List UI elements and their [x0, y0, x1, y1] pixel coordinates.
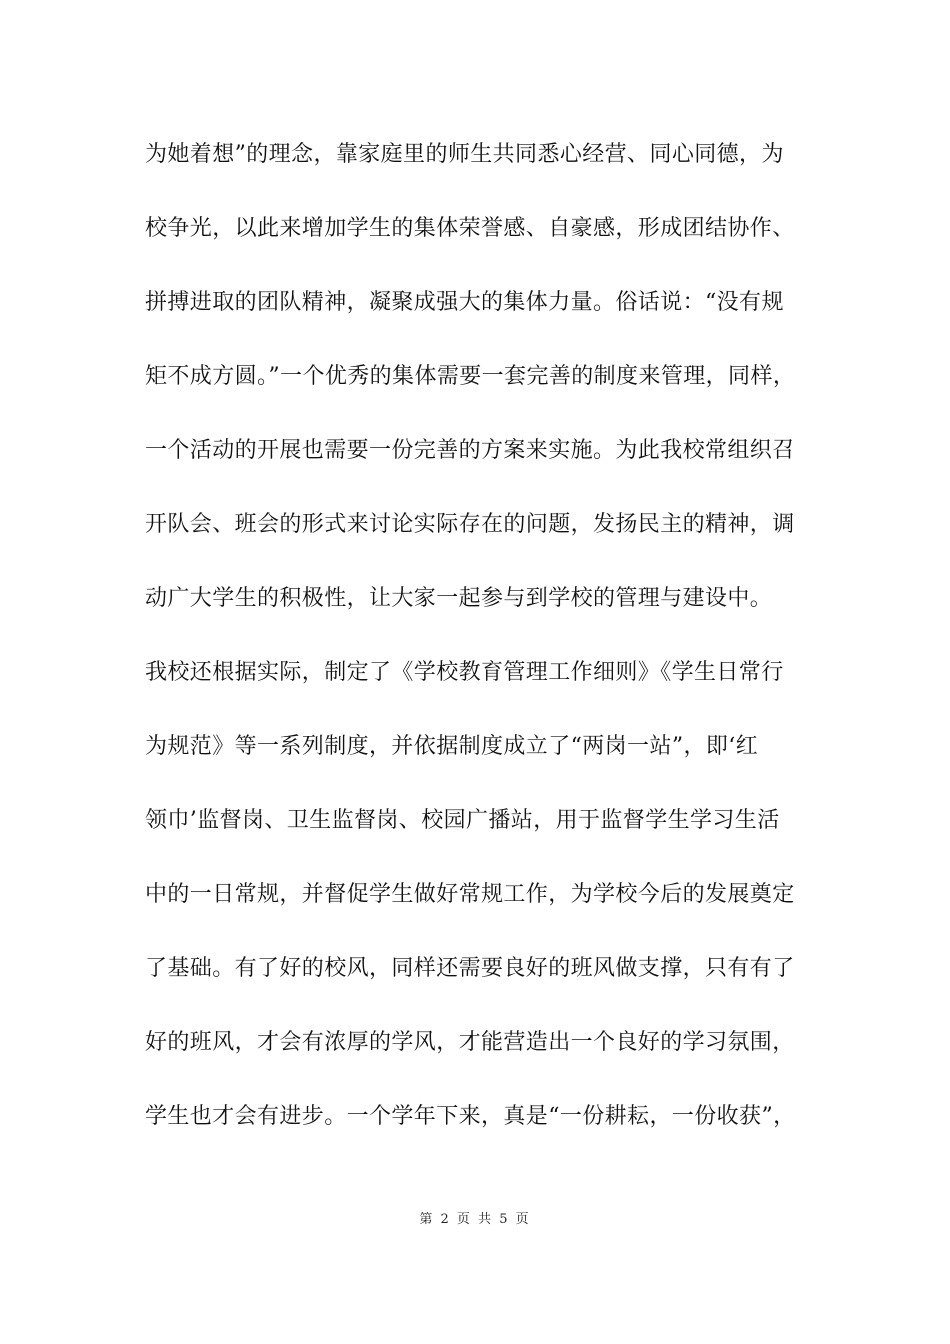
- text-line-2: 校争光，以此来增加学生的集体荣誉感、自豪感，形成团结协作、: [145, 216, 795, 241]
- body-text: [145, 132, 845, 1168]
- text-line-11: 中的一日常规，并督促学生做好常规工作，为学校今后的发展奠定: [145, 882, 795, 907]
- text-line-1: 为她着想”的理念，靠家庭里的师生共同悉心经营、同心同德，为: [145, 142, 784, 167]
- text-line-10: 领巾’监督岗、卫生监督岗、校园广播站，用于监督学生学习生活: [145, 808, 780, 833]
- text-line-13: 好的班风，才会有浓厚的学风，才能营造出一个良好的学习氛围，: [145, 1030, 795, 1055]
- text-line-4: 矩不成方圆。”一个优秀的集体需要一套完善的制度来管理，同样，: [145, 364, 796, 389]
- text-line-8: 我校还根据实际，制定了《学校教育管理工作细则》《学生日常行: [145, 660, 784, 685]
- text-line-5: 一个活动的开展也需要一份完善的方案来实施。为此我校常组织召: [145, 438, 795, 463]
- text-line-12: 了基础。有了好的校风，同样还需要良好的班风做支撑，只有有了: [145, 956, 795, 981]
- text-line-3: 拼搏进取的团队精神，凝聚成强大的集体力量。俗话说：“没有规: [145, 290, 784, 315]
- page-number-footer: 第 2 页 共 5 页: [419, 1212, 531, 1227]
- text-line-9: 为规范》等一系列制度，并依据制度成立了“两岗一站”，即‘红: [145, 734, 759, 759]
- text-line-7: 动广大学生的积极性，让大家一起参与到学校的管理与建设中。: [145, 586, 773, 611]
- text-line-14: 学生也才会有进步。一个学年下来，真是“一份耕耘，一份收获”，: [145, 1104, 796, 1129]
- text-line-6: 开队会、班会的形式来讨论实际存在的问题，发扬民主的精神，调: [145, 512, 795, 537]
